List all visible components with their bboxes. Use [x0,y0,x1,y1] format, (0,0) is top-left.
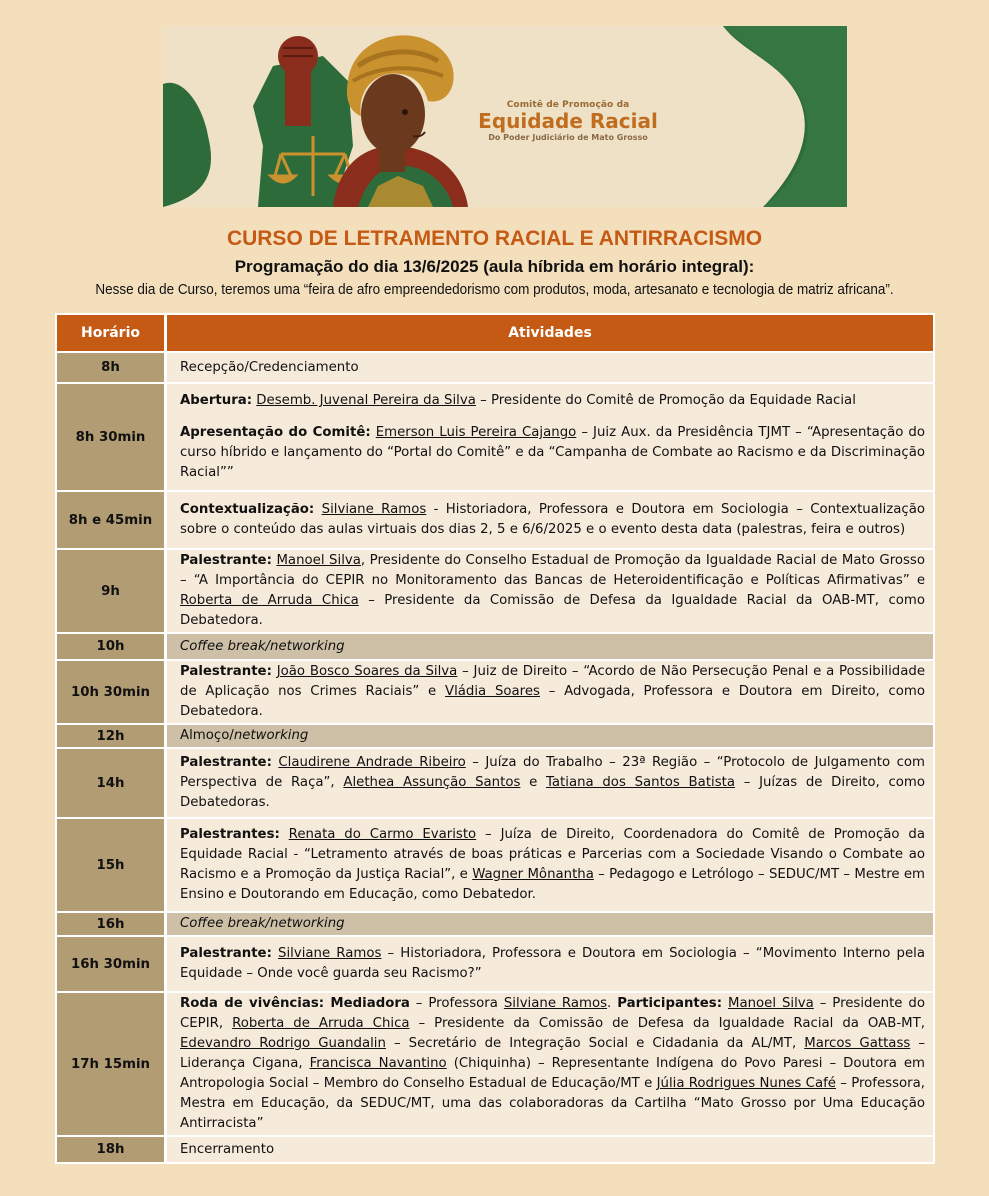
label: Apresentação do Comitê: [180,425,371,440]
page-title: CURSO DE LETRAMENTO RACIAL E ANTIRRACISMO [226,227,763,250]
row-time: 8h [55,353,167,384]
speaker-name: Desemb. Juvenal Pereira da Silva [256,393,476,408]
speaker-name: Júlia Rodrigues Nunes Café [656,1076,836,1091]
label: Palestrante: [180,553,272,568]
row-time: 17h 15min [55,993,167,1137]
row-time: 8h e 45min [55,492,167,550]
speaker-name: Roberta de Arruda Chica [232,1016,410,1031]
text: – Pedagogo e Letrólogo – SEDUC/MT – Mestre em Ensino e Doutorando em Educação, como Debatedor. [180,867,925,902]
row-time: 15h [55,819,167,913]
row-activity [167,819,935,913]
speaker-name: Manoel Silva [276,553,361,568]
table-row [55,1137,935,1164]
speaker-name: Vládia Soares [444,684,540,699]
label: Contextualização: [180,502,315,517]
text: – Historiadora, Professora e Doutora em Sociologia – “Movimento Interno pela Equidade – Onde você guarda seu Racismo?” [180,946,925,981]
banner [163,26,847,207]
speaker-name: Silviane Ramos [503,996,608,1011]
row-time: 12h [55,725,167,749]
text: e [520,775,546,790]
table-row [55,384,935,492]
speaker-name: Wagner Mônantha [472,867,594,882]
label: Abertura: [180,393,253,408]
row-time: 16h [55,913,167,937]
text: Almoço/ [180,728,234,743]
speaker-name: João Bosco Soares da Silva [276,664,458,679]
text: – Juíza do Trabalho – 23ª Região – “Protocolo de Julgamento com Perspectiva de Raça”, [180,755,925,790]
schedule-table [55,313,935,1164]
speaker-name: Francisca Navantino [309,1056,447,1071]
row-time: 14h [55,749,167,819]
speaker-name: Marcos Gattass [804,1036,911,1051]
row-activity: Recepção/Credenciamento [167,353,935,384]
speaker-name: Tatiana dos Santos Batista [545,775,736,790]
text: - Historiadora, Professora e Doutora em Sociologia – Contextualização sobre o conteúdo das aulas virtuais dos dias 2, 5 e 6/6/2025 e o evento desta data (palestras, feira e outros) [180,502,925,537]
table-row [55,725,935,749]
text: – Secretário de Integração Social e Cidadania da AL/MT, [385,1036,805,1051]
table-row [55,492,935,550]
row-time: 10h [55,634,167,661]
text: (Chiquinha) – Representante Indígena do Povo Paresi – Doutora em Antropologia Social – Membro do Conselho Estadual de Educação/MT e [180,1056,925,1091]
row-activity: Encerramento [167,1137,935,1164]
text: networking [233,728,309,743]
text: – Presidente do CEPIR, [180,996,925,1031]
page-subtitle: Programação do dia 13/6/2025 (aula híbrida em horário integral): [234,257,755,276]
row-activity [167,937,935,993]
green-leaf-left [163,83,211,207]
row-activity [167,550,935,634]
row-time: 10h 30min [55,661,167,725]
text: – Juíza de Direito, Coordenadora do Comitê de Promoção da Equidade Racial - “Letramento através de boas práticas e Parcerias com a Sociedade Visando o Combate ao Racismo e a Promoção da Justiça Racial”, e [180,827,925,882]
raised-arm [285,71,311,126]
table-row [55,937,935,993]
header-activities: Atividades [167,313,935,353]
speaker-name: Roberta de Arruda Chica [180,593,359,608]
row-time: 9h [55,550,167,634]
banner-logo-text [463,100,673,142]
banner-line1: Comitê de Promoção da [506,100,630,110]
text: – Presidente da Comissão de Defesa da Igualdade Racial da OAB-MT, [409,1016,925,1031]
text: – Presidente do Comitê de Promoção da Equidade Racial [475,393,856,408]
table-row [55,749,935,819]
speaker-name: Silviane Ramos [278,946,382,961]
speaker-name: Silviane Ramos [321,502,427,517]
speaker-name: Emerson Luis Pereira Cajango [375,425,577,440]
row-activity [167,725,935,749]
row-activity [167,661,935,725]
label: Participantes: [617,996,723,1011]
row-activity [167,749,935,819]
table-row [55,819,935,913]
table-row [55,634,935,661]
label: Roda de vivências: Mediadora [180,996,410,1011]
text: – Advogada, Professora e Doutora em Direito, como Debatedora. [180,684,925,719]
banner-line2: Equidade Racial [478,109,658,133]
row-activity [167,492,935,550]
speaker-name: Edevandro Rodrigo Guandalin [180,1036,386,1051]
row-activity [167,384,935,492]
text: – Presidente da Comissão de Defesa da Igualdade Racial da OAB-MT, como Debatedora. [180,593,925,628]
table-row [55,993,935,1137]
text: – Juiz Aux. da Presidência TJMT – “Apresentação do curso híbrido e lançamento do “Portal do Comitê” e da “Campanha de Combate ao Racismo e da Discriminação Racial”” [180,425,926,480]
table-header-row [55,313,935,353]
speaker-name: Renata do Carmo Evaristo [288,827,477,842]
table-row [55,661,935,725]
table-row [55,353,935,384]
text: – Juízas de Direito, como Debatedoras. [180,775,925,810]
label: Palestrantes: [180,827,280,842]
text: – Professora [409,996,504,1011]
intro-text: Nesse dia de Curso, teremos uma “feira de afro empreendedorismo com produtos, moda, artesanato e tecnologia de matriz africana”. [95,282,894,298]
banner-line3: Do Poder Judiciário de Mato Grosso [488,133,648,142]
text: – Professora, Mestra em Educação, da SEDUC/MT, uma das colaboradoras da Cartilha “Mato Grosso por Uma Educação Antirracista” [180,1076,925,1131]
row-activity [167,993,935,1137]
row-time: 16h 30min [55,937,167,993]
table-row [55,913,935,937]
text: . [607,996,618,1011]
row-time: 18h [55,1137,167,1164]
speaker-name: Claudirene Andrade Ribeiro [278,755,466,770]
table-row [55,550,935,634]
header-time: Horário [55,313,167,353]
label: Palestrante: [180,946,272,961]
row-activity: Coffee break/networking [167,634,935,661]
text: , Presidente do Conselho Estadual de Promoção da Igualdade Racial de Mato Grosso – “A Importância do CEPIR no Monitoramento das Bancas de Heteroidentificação e Políticas Afirmativas” e [180,553,925,588]
speaker-name: Manoel Silva [727,996,814,1011]
speaker-name: Alethea Assunção Santos [343,775,521,790]
text: – Liderança Cigana, [180,1036,925,1071]
label: Palestrante: [180,664,272,679]
text: – Juiz de Direito – “Acordo de Não Persecução Penal e a Possibilidade de Aplicação nos Crimes Raciais” e [180,664,925,699]
row-activity: Coffee break/networking [167,913,935,937]
label: Palestrante: [180,755,272,770]
row-time: 8h 30min [55,384,167,492]
woman-portrait [333,35,468,207]
